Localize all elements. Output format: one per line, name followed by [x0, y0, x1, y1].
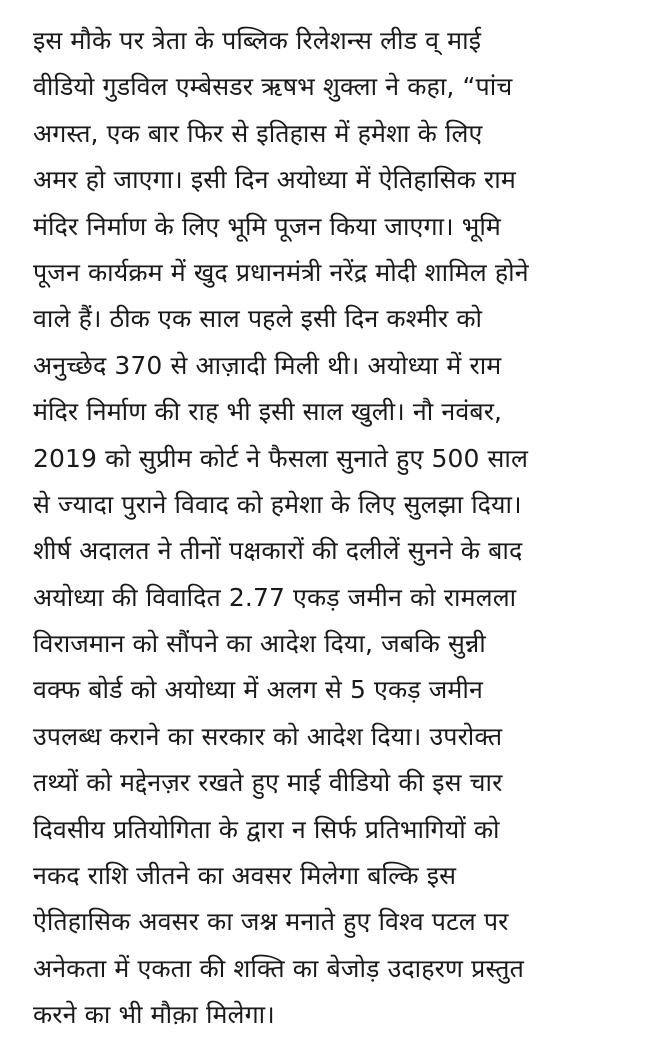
text-line-9: मंदिर निर्माण की राह भी इसी साल खुली। नौ नवंबर,	[33, 397, 503, 427]
text-line-13: अयोध्या की विवादित 2.77 एकड़ जमीन को रामलला	[33, 582, 517, 612]
text-line-16: उपलब्ध कराने का सरकार को आदेश दिया। उपरोक्त	[33, 721, 503, 751]
text-line-8: अनुच्छेद 370 से आज़ादी मिली थी। अयोध्या में राम	[33, 350, 502, 380]
text-line-15: वक्फ बोर्ड को अयोध्या में अलग से 5 एकड़ जमीन	[33, 675, 483, 705]
text-line-22: करने का भी मौक़ा मिलेगा।	[33, 1000, 275, 1030]
text-line-14: विराजमान को सौंपने का आदेश दिया, जबकि सुन्नी	[33, 629, 486, 659]
text-line-6: पूजन कार्यक्रम में खुद प्रधानमंत्री नरेंद्र मोदी शामिल होने	[33, 257, 529, 287]
text-line-19: नकद राशि जीतने का अवसर मिलेगा बल्कि इस	[33, 861, 457, 891]
text-line-12: शीर्ष अदालत ने तीनों पक्षकारों की दलीलें सुनने के बाद	[33, 536, 523, 566]
text-line-3: अगस्त, एक बार फिर से इतिहास में हमेशा के लिए	[33, 118, 483, 148]
text-line-18: दिवसीय प्रतियोगिता के द्वारा न सिर्फ प्रतिभागियों को	[33, 814, 500, 844]
text-line-2: वीडियो गुडविल एम्बेसडर ऋषभ शुक्ला ने कहा, “पांच	[33, 72, 513, 102]
text-line-21: अनेकता में एकता की शक्ति का बेजोड़ उदाहरण प्रस्तुत	[33, 953, 525, 983]
text-line-20: ऐतिहासिक अवसर का जश्न मनाते हुए विश्व पटल पर	[33, 907, 509, 937]
text-line-4: अमर हो जाएगा। इसी दिन अयोध्या में ऐतिहासिक राम	[33, 165, 516, 195]
text-line-5: मंदिर निर्माण के लिए भूमि पूजन किया जाएगा। भूमि	[33, 211, 501, 241]
text-line-11: से ज्यादा पुराने विवाद को हमेशा के लिए सुलझा दिया।	[33, 489, 522, 519]
article-body	[33, 18, 633, 1039]
text-line-1: इस मौके पर त्रेता के पब्लिक रिलेशन्स लीड व् माई	[33, 26, 482, 55]
text-line-10: 2019 को सुप्रीम कोर्ट ने फैसला सुनाते हुए 500 साल	[33, 443, 529, 473]
text-line-7: वाले हैं। ठीक एक साल पहले इसी दिन कश्मीर को	[33, 304, 483, 334]
text-line-17: तथ्यों को मद्देनज़र रखते हुए माई वीडियो की इस चार	[33, 768, 503, 798]
